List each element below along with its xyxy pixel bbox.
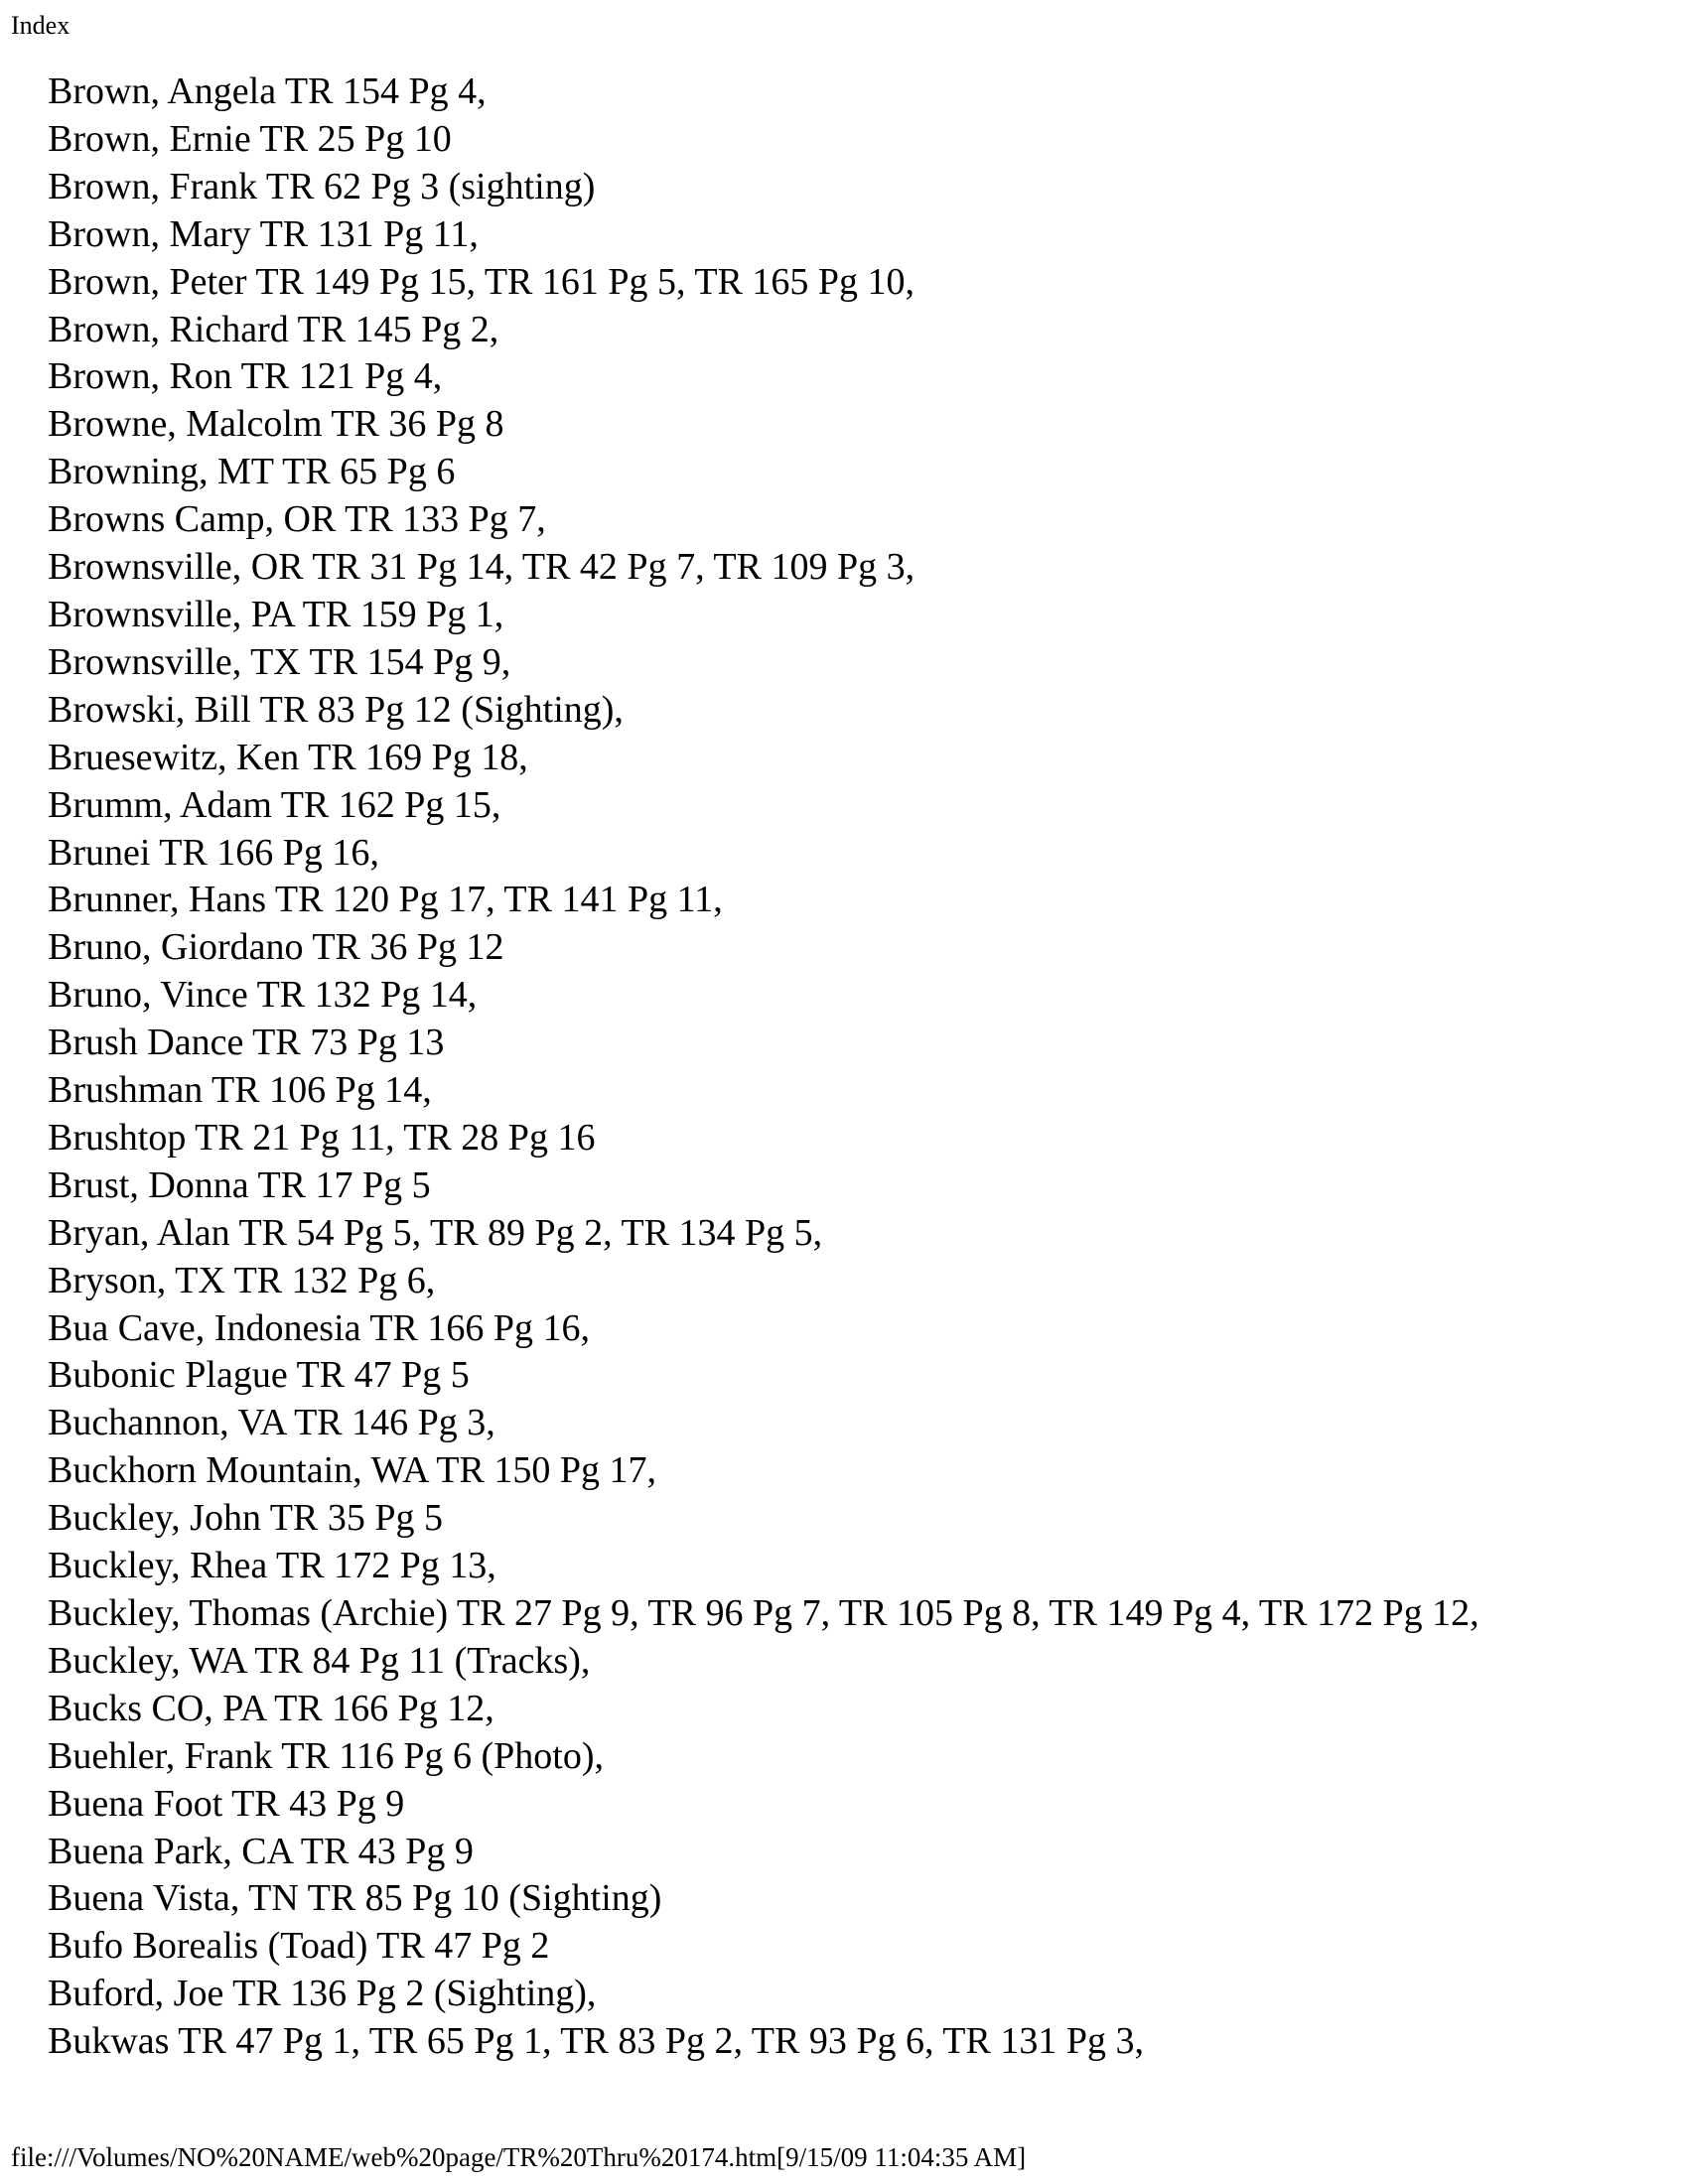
index-entry: Bubonic Plague TR 47 Pg 5 — [48, 1354, 470, 1397]
page-header-label: Index — [11, 11, 70, 40]
index-entry: Bruno, Vince TR 132 Pg 14, — [48, 974, 478, 1017]
index-entry: Buckley, John TR 35 Pg 5 — [48, 1497, 443, 1540]
index-entry: Brown, Ron TR 121 Pg 4, — [48, 355, 443, 398]
index-entry: Brown, Angela TR 154 Pg 4, — [48, 70, 487, 112]
index-entry: Browning, MT TR 65 Pg 6 — [48, 451, 456, 493]
index-entry: Brown, Richard TR 145 Pg 2, — [48, 308, 499, 350]
index-entry: Brown, Frank TR 62 Pg 3 (sighting) — [48, 165, 596, 207]
index-entry: Buckley, Rhea TR 172 Pg 13, — [48, 1545, 496, 1587]
index-entry: Brunei TR 166 Pg 16, — [48, 831, 379, 874]
index-entry: Buchannon, VA TR 146 Pg 3, — [48, 1402, 495, 1444]
index-entry: Bruesewitz, Ken TR 169 Pg 18, — [48, 736, 528, 778]
index-entry: Buena Park, CA TR 43 Pg 9 — [48, 1830, 474, 1872]
index-entry: Brown, Mary TR 131 Pg 11, — [48, 212, 479, 255]
index-entry: Brown, Peter TR 149 Pg 15, TR 161 Pg 5, TR 165 Pg 10, — [48, 260, 915, 303]
index-entry: Buckhorn Mountain, WA TR 150 Pg 17, — [48, 1449, 656, 1492]
index-entry: Bruno, Giordano TR 36 Pg 12 — [48, 926, 504, 969]
index-entry: Brush Dance TR 73 Pg 13 — [48, 1022, 445, 1064]
index-entry: Brownsville, TX TR 154 Pg 9, — [48, 640, 511, 683]
index-entry: Brumm, Adam TR 162 Pg 15, — [48, 783, 501, 826]
index-entry: Brushtop TR 21 Pg 11, TR 28 Pg 16 — [48, 1116, 596, 1159]
index-entry: Bufo Borealis (Toad) TR 47 Pg 2 — [48, 1925, 550, 1968]
index-entry: Brushman TR 106 Pg 14, — [48, 1069, 432, 1112]
index-entry: Browski, Bill TR 83 Pg 12 (Sighting), — [48, 688, 624, 731]
index-entry: Buena Foot TR 43 Pg 9 — [48, 1782, 405, 1825]
index-entry: Bukwas TR 47 Pg 1, TR 65 Pg 1, TR 83 Pg 2, TR 93 Pg 6, TR 131 Pg 3, — [48, 2020, 1144, 2063]
index-entry: Browne, Malcolm TR 36 Pg 8 — [48, 403, 504, 446]
index-entry: Buehler, Frank TR 116 Pg 6 (Photo), — [48, 1734, 605, 1777]
index-entry: Brownsville, PA TR 159 Pg 1, — [48, 593, 504, 635]
index-entry: Brust, Donna TR 17 Pg 5 — [48, 1163, 431, 1206]
index-entry: Brunner, Hans TR 120 Pg 17, TR 141 Pg 11, — [48, 879, 723, 921]
page-footer-file-path: file:///Volumes/NO%20NAME/web%20page/TR%20Thru%20174.htm[9/15/09 11:04:35 AM] — [11, 2142, 1027, 2172]
index-entry: Brown, Ernie TR 25 Pg 10 — [48, 117, 452, 160]
index-entry: Bryson, TX TR 132 Pg 6, — [48, 1259, 436, 1301]
index-entry: Buford, Joe TR 136 Pg 2 (Sighting), — [48, 1973, 597, 2015]
index-entry: Buckley, WA TR 84 Pg 11 (Tracks), — [48, 1639, 591, 1682]
index-entry: Bua Cave, Indonesia TR 166 Pg 16, — [48, 1306, 591, 1349]
index-entry: Bucks CO, PA TR 166 Pg 12, — [48, 1687, 494, 1729]
index-entry: Brownsville, OR TR 31 Pg 14, TR 42 Pg 7, TR 109 Pg 3, — [48, 546, 915, 589]
index-entry: Browns Camp, OR TR 133 Pg 7, — [48, 498, 546, 541]
index-entry: Bryan, Alan TR 54 Pg 5, TR 89 Pg 2, TR 134 Pg 5, — [48, 1211, 823, 1254]
index-entry: Buckley, Thomas (Archie) TR 27 Pg 9, TR 96 Pg 7, TR 105 Pg 8, TR 149 Pg 4, TR 172 Pg 12, — [48, 1592, 1479, 1634]
index-entry-list — [48, 68, 1646, 2066]
index-entry: Buena Vista, TN TR 85 Pg 10 (Sighting) — [48, 1877, 662, 1920]
